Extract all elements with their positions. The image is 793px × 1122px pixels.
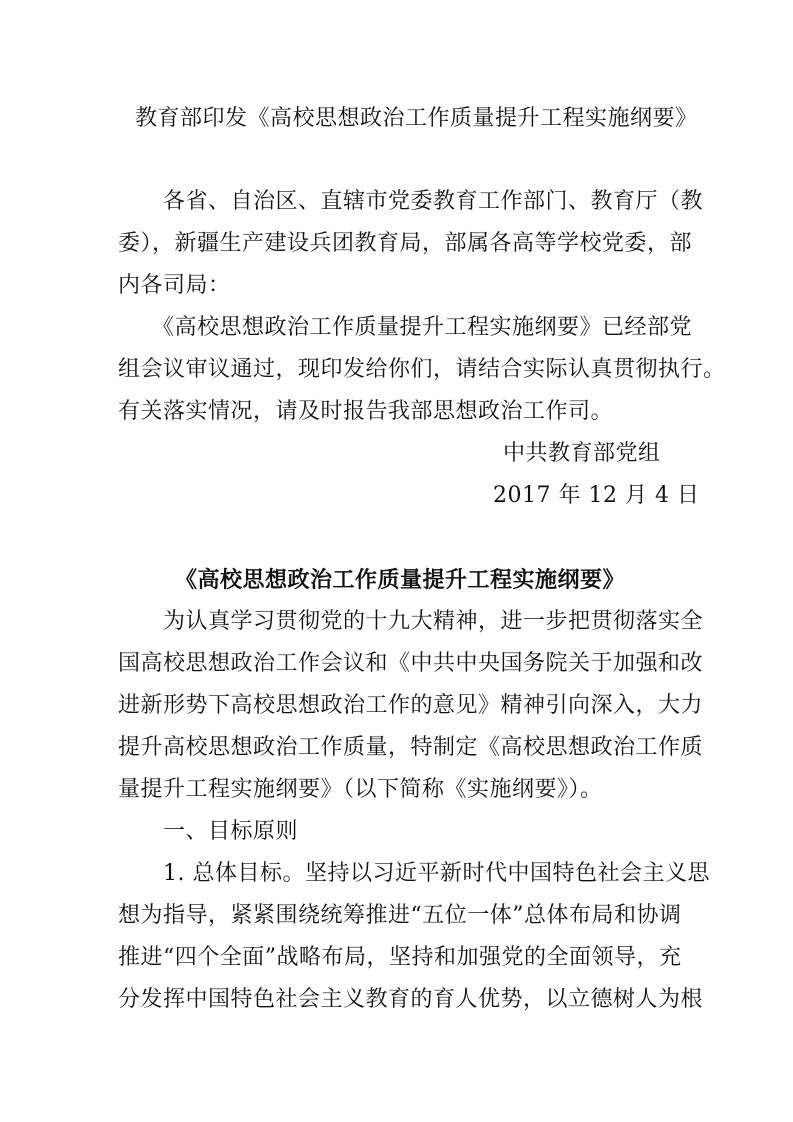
notice-title: 教育部印发《高校思想政治工作质量提升工程实施纲要》 — [135, 106, 698, 131]
item1-line-2: 想为指导，紧紧围绕统筹推进“五位一体”总体布局和协调 — [118, 903, 682, 928]
intro-line-3: 进新形势下高校思想政治工作的意见》精神引向深入，大力 — [118, 693, 704, 718]
section-heading: 一、目标原则 — [163, 819, 299, 844]
date: 2017 年 12 月 4 日 — [493, 483, 700, 508]
intro-line-1: 为认真学习贯彻党的十九大精神，进一步把贯彻落实全 — [163, 609, 704, 634]
recipients-line-1: 各省、自治区、直辖市党委教育工作部门、教育厅（教 — [163, 189, 704, 214]
notice-body-line-1: 《高校思想政治工作质量提升工程实施纲要》已经部党 — [152, 315, 693, 340]
item1-line-4: 分发挥中国特色社会主义教育的育人优势，以立德树人为根 — [118, 987, 704, 1012]
item1-line-1: 1. 总体目标。坚持以习近平新时代中国特色社会主义思 — [163, 861, 710, 886]
signature: 中共教育部党组 — [503, 441, 661, 466]
recipients-line-3: 内各司局： — [118, 273, 231, 298]
intro-line-5: 量提升工程实施纲要》（以下简称《实施纲要》）。 — [118, 777, 603, 802]
notice-body-line-3: 有关落实情况，请及时报告我部思想政治工作司。 — [118, 399, 614, 424]
item1-line-3: 推进“四个全面”战略布局，坚持和加强党的全面领导，充 — [118, 945, 682, 970]
notice-body-line-2: 组会议审议通过，现印发给你们，请结合实际认真贯彻执行。 — [118, 357, 726, 382]
intro-line-2: 国高校思想政治工作会议和《中共中央国务院关于加强和改 — [118, 651, 704, 676]
recipients-line-2: 委），新疆生产建设兵团教育局，部属各高等学校党委，部 — [118, 231, 693, 256]
outline-title: 《高校思想政治工作质量提升工程实施纲要》 — [175, 567, 626, 593]
intro-line-4: 提升高校思想政治工作质量，特制定《高校思想政治工作质 — [118, 735, 704, 760]
